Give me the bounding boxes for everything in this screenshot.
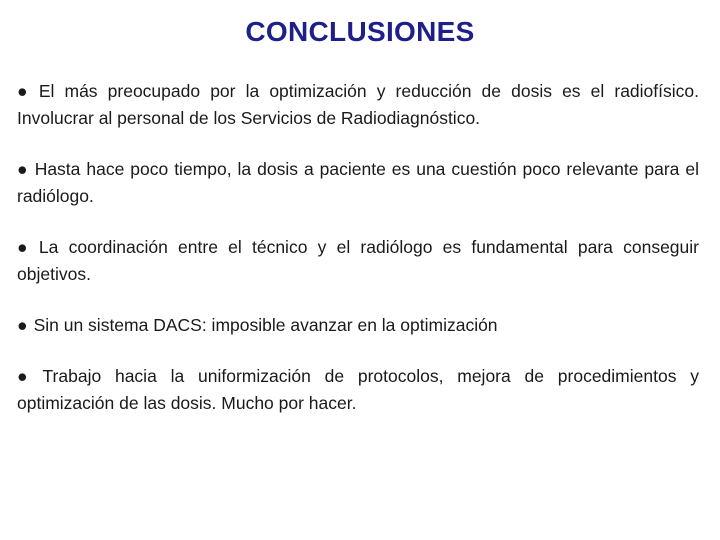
bullet-text: La coordinación entre el técnico y el radiólogo es fundamental para conseguir objetivos. [17, 237, 699, 284]
bullet-item [17, 312, 699, 339]
bullet-dot-icon: ● [17, 81, 33, 101]
bullet-item [17, 363, 699, 417]
slide-title: CONCLUSIONES [245, 16, 475, 47]
bullet-item [17, 156, 699, 210]
bullet-dot-icon: ● [17, 237, 33, 257]
bullet-text: Sin un sistema DACS: imposible avanzar en la optimización [33, 315, 498, 335]
bullet-dot-icon: ● [17, 159, 29, 179]
bullet-item [17, 78, 699, 132]
bullet-item [17, 234, 699, 288]
bullet-dot-icon: ● [17, 315, 28, 335]
bullet-dot-icon: ● [17, 366, 37, 386]
bullet-text: Trabajo hacia la uniformización de protocolos, mejora de procedimientos y optimización de las dosis. Mucho por hacer. [17, 366, 699, 413]
bullet-list [17, 78, 699, 441]
bullet-text: El más preocupado por la optimización y reducción de dosis es el radiofísico. Involucrar al personal de los Servicios de Radiodiagnóstico. [17, 81, 699, 128]
bullet-text: Hasta hace poco tiempo, la dosis a paciente es una cuestión poco relevante para el radiólogo. [17, 159, 700, 206]
